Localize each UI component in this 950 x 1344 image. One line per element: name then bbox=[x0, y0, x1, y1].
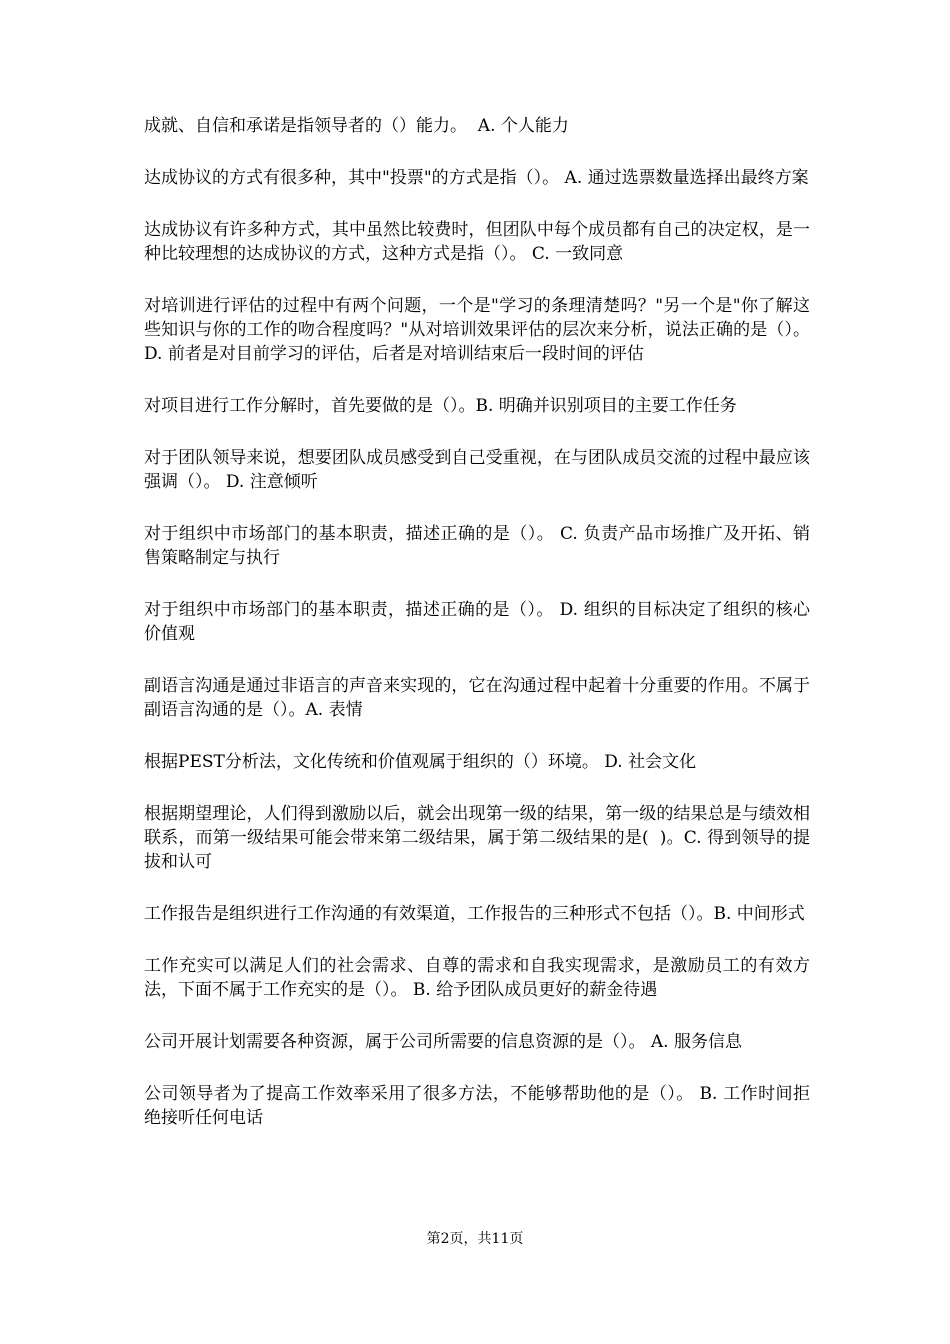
question-item: 工作充实可以满足人们的社会需求、自尊的需求和自我实现需求，是激励员工的有效方法，下面不属于工作充实的是（）。 B. 给予团队成员更好的薪金待遇 bbox=[144, 956, 810, 1000]
question-item: 副语言沟通是通过非语言的声音来实现的，它在沟通过程中起着十分重要的作用。不属于副语言沟通的是（）。A. 表情 bbox=[144, 676, 810, 720]
question-item: 达成协议有许多种方式，其中虽然比较费时，但团队中每个成员都有自己的决定权，是一种比较理想的达成协议的方式，这种方式是指（）。 C. 一致同意 bbox=[144, 220, 810, 264]
page-number-footer: 第2页，共11页 bbox=[426, 1231, 524, 1247]
question-item: 对于团队领导来说，想要团队成员感受到自己受重视，在与团队成员交流的过程中最应该强调（）。 D. 注意倾听 bbox=[144, 448, 810, 492]
question-item: 对于组织中市场部门的基本职责，描述正确的是（）。 D. 组织的目标决定了组织的核心价值观 bbox=[144, 600, 810, 644]
question-item: 达成协议的方式有很多种，其中"投票"的方式是指（）。 A. 通过选票数量选择出最终方案 bbox=[144, 168, 809, 188]
question-item: 公司开展计划需要各种资源，属于公司所需要的信息资源的是（）。 A. 服务信息 bbox=[144, 1032, 742, 1052]
question-item: 根据PEST分析法，文化传统和价值观属于组织的（）环境。 D. 社会文化 bbox=[144, 752, 697, 772]
question-item: 工作报告是组织进行工作沟通的有效渠道，工作报告的三种形式不包括（）。B. 中间形式 bbox=[144, 904, 805, 924]
question-list bbox=[144, 114, 816, 1158]
question-item: 成就、自信和承诺是指领导者的（）能力。 A. 个人能力 bbox=[144, 116, 569, 136]
question-item: 对培训进行评估的过程中有两个问题，一个是"学习的条理清楚吗？"另一个是"你了解这些知识与你的工作的吻合程度吗？"从对培训效果评估的层次来分析，说法正确的是（）。 D. 前者是对目前学习的评估，后者是对培训结束后一段时间的评估 bbox=[144, 296, 816, 364]
question-item: 根据期望理论，人们得到激励以后，就会出现第一级的结果，第一级的结果总是与绩效相联系，而第一级结果可能会带来第二级结果，属于第二级结果的是( )。C. 得到领导的提拔和认可 bbox=[144, 804, 810, 872]
question-item: 对项目进行工作分解时，首先要做的是（）。B. 明确并识别项目的主要工作任务 bbox=[144, 396, 737, 416]
question-item: 公司领导者为了提高工作效率采用了很多方法，不能够帮助他的是（）。 B. 工作时间拒绝接听任何电话 bbox=[144, 1084, 810, 1128]
question-item: 对于组织中市场部门的基本职责，描述正确的是（）。 C. 负责产品市场推广及开拓、销售策略制定与执行 bbox=[144, 524, 810, 568]
